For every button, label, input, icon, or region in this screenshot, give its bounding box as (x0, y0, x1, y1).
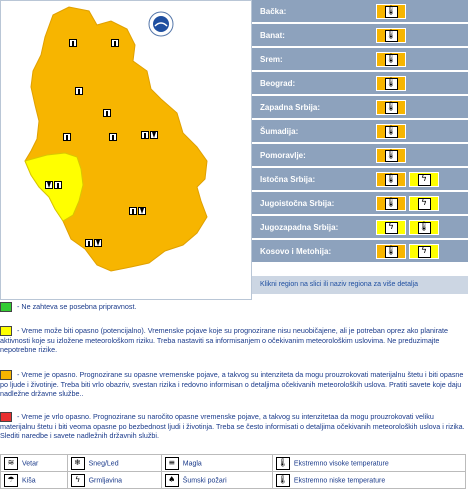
thermometer-icon: 🌡 (418, 222, 430, 232)
thunderstorm-warning-badge (376, 220, 406, 235)
icon-legend-row (1, 472, 466, 489)
map-icon-jugozapadna (45, 181, 62, 189)
region-name-link[interactable]: Zapadna Srbija: (260, 103, 321, 112)
region-warning-icons (376, 28, 406, 43)
thermometer-icon: 🌡 (385, 102, 397, 112)
fog-icon: ≡ (165, 457, 179, 470)
heat-warning-badge (376, 28, 406, 43)
thunderstorm-warning-badge (409, 172, 439, 187)
region-name-link[interactable]: Banat: (260, 31, 285, 40)
region-warning-icons (376, 244, 439, 259)
red-swatch (0, 412, 12, 422)
region-warning-icons (376, 4, 406, 19)
map-caption: Klikni region na slici ili naziv regiona za više detalja (252, 276, 468, 294)
legend-cell-fire: ♠ Šumski požari (161, 472, 272, 489)
legend-yellow (0, 326, 466, 354)
thunderstorm-icon: ϟ (71, 474, 85, 487)
map-icon-zapadna (63, 133, 71, 141)
region-name-link[interactable]: Beograd: (260, 79, 296, 88)
legend-green (0, 302, 466, 312)
forest-fire-icon: ♠ (165, 474, 179, 487)
region-row[interactable] (252, 72, 468, 96)
snow-ice-icon: ❄ (71, 457, 85, 470)
map-icon-kosovo (85, 239, 102, 247)
region-row[interactable] (252, 240, 468, 264)
heat-warning-badge (376, 4, 406, 19)
region-row[interactable] (252, 144, 468, 168)
region-row[interactable] (252, 48, 468, 72)
thermometer-icon: 🌡 (385, 246, 397, 256)
icon-legend-row (1, 455, 466, 472)
lightning-icon: ϟ (418, 174, 431, 186)
heat-warning-badge (376, 100, 406, 115)
region-name-link[interactable]: Srem: (260, 55, 283, 64)
wind-icon: ≋ (4, 457, 18, 470)
heat-warning-badge (376, 196, 406, 211)
legend-cell-heat: 🌡 Ekstremno visoke temperature (272, 455, 465, 472)
map-icon-istocna (141, 131, 158, 139)
region-name-link[interactable]: Pomoravlje: (260, 151, 306, 160)
rain-icon: ☂ (4, 474, 18, 487)
region-warning-icons (376, 220, 439, 235)
map-icon-banat (111, 39, 119, 47)
legend-cell-wind: ≋ Vetar (1, 455, 68, 472)
serbia-map-svg[interactable] (1, 1, 253, 301)
legend-orange (0, 370, 466, 398)
region-warning-icons (376, 196, 439, 211)
legend-red (0, 412, 466, 440)
heat-warning-badge (409, 220, 439, 235)
region-name-link[interactable]: Šumadija: (260, 127, 299, 136)
region-row[interactable] (252, 216, 468, 240)
heat-warning-badge (376, 52, 406, 67)
heat-warning-badge (376, 172, 406, 187)
thermometer-icon: 🌡 (385, 30, 397, 40)
legend-green-text: - Ne zahteva se posebna pripravnost. (17, 302, 137, 311)
yellow-swatch (0, 326, 12, 336)
region-row[interactable] (252, 96, 468, 120)
region-name-link[interactable]: Jugozapadna Srbija: (260, 223, 339, 232)
legend-red-text: - Vreme je vrlo opasno. Prognozirane su naročito opasne vremenske pojave, a takvog su intenzitetaa da mogu prouzrokovati veliku materijalnu štetu i biti veoma opasne po bezbednost ljudi i životinja. Treba se često informisati o detaljima očekivanih meteoroloških uslova i rizika. Slediti naredbe i savete nadležnih državnih službi. (0, 412, 465, 441)
green-swatch (0, 302, 12, 312)
heat-warning-badge (376, 148, 406, 163)
region-row[interactable] (252, 0, 468, 24)
region-name-link[interactable]: Bačka: (260, 7, 287, 16)
region-warning-icons (376, 148, 406, 163)
region-row[interactable] (252, 24, 468, 48)
region-warning-icons (376, 52, 406, 67)
map-icon-beograd (103, 109, 111, 117)
legend-cell-cold: 🌡 Ekstremno niske temperature (272, 472, 465, 489)
map-icon-backa (69, 39, 77, 47)
heat-warning-badge (376, 124, 406, 139)
legend-cell-thunder: ϟ Grmljavina (67, 472, 161, 489)
thermometer-icon: 🌡 (385, 54, 397, 64)
region-warning-icons (376, 100, 406, 115)
thermometer-icon: 🌡 (385, 126, 397, 136)
thermometer-icon: 🌡 (385, 150, 397, 160)
region-warning-icons (376, 76, 406, 91)
map-icon-srem (75, 87, 83, 95)
thermometer-icon: 🌡 (385, 6, 397, 16)
region-name-link[interactable]: Kosovo i Metohija: (260, 247, 332, 256)
thermometer-low-icon: 🌡 (276, 474, 290, 487)
region-name-link[interactable]: Istočna Srbija: (260, 175, 316, 184)
warning-map[interactable] (0, 0, 252, 300)
region-row[interactable] (252, 168, 468, 192)
lightning-icon: ϟ (385, 222, 398, 234)
thermometer-icon: 🌡 (385, 198, 397, 208)
lightning-icon: ϟ (418, 246, 431, 258)
region-warning-icons (376, 124, 406, 139)
thermometer-high-icon: 🌡 (276, 457, 290, 470)
map-icon-sumadija (109, 133, 117, 141)
thunderstorm-warning-badge (409, 196, 439, 211)
thunderstorm-warning-badge (409, 244, 439, 259)
legend-orange-text: - Vreme je opasno. Prognozirane su opasne vremenske pojave, a takvog su intenziteta da mogu prouzrokovati materijalnu štetu i biti opasne po ljude i životinje. Treba biti vrlo obazriv, svestan rizika i redovno informisan o detaljima očekivanih meteoroloških uslova. Pratiti savete koje daju nadležne državne službe.. (0, 370, 464, 399)
thermometer-icon: 🌡 (385, 78, 397, 88)
legend-cell-fog: ≡ Magla (161, 455, 272, 472)
legend-yellow-text: - Vreme može biti opasno (potencijalno). Vremenske pojave koje su prognozirane nisu neuobičajene, ali je potreban oprez ako planirate aktivnosti koje su izložene meteorološkom riziku. Treba nastaviti sa informisanjem o očekivanim meteorološkim uslovima. Ne preduzimajte nepotrebne rizike. (0, 326, 448, 355)
heat-warning-badge (376, 76, 406, 91)
region-name-link[interactable]: Jugoistočna Srbija: (260, 199, 335, 208)
region-row[interactable] (252, 120, 468, 144)
logo-icon (148, 11, 174, 37)
heat-warning-badge (376, 244, 406, 259)
legend-cell-snow: ❄ Sneg/Led (67, 455, 161, 472)
region-list (252, 0, 468, 264)
icon-legend-table (0, 454, 466, 489)
lightning-icon: ϟ (418, 198, 431, 210)
region-row[interactable] (252, 192, 468, 216)
orange-swatch (0, 370, 12, 380)
map-icon-jugoistocna (129, 207, 146, 215)
thermometer-icon: 🌡 (385, 174, 397, 184)
legend-cell-rain: ☂ Kiša (1, 472, 68, 489)
region-warning-icons (376, 172, 439, 187)
